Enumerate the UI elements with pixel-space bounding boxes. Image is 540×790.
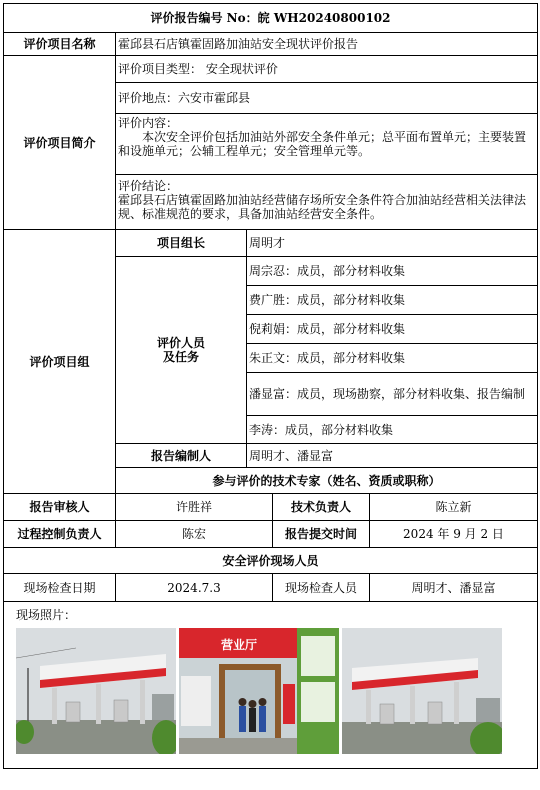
- project-conclusion: [116, 175, 538, 230]
- project-content: [116, 114, 538, 175]
- content-text: 本次安全评价包括加油站外部安全条件单元；总平面布置单元；主要装置和设施单元；公辅工程单元；安全管理单元等。: [118, 130, 527, 158]
- reviewer-label: 报告审核人: [4, 494, 116, 521]
- leader-value: 周明才: [247, 230, 538, 257]
- project-name-value: 霍邱县石店镇霍固路加油站安全现状评价报告: [116, 33, 538, 56]
- canopy-image-2: [342, 628, 502, 754]
- conclusion-label: 评价结论：: [118, 179, 179, 193]
- members-label: 评价人员 及任务: [116, 257, 247, 444]
- site-photo-station-canopy: [16, 628, 176, 754]
- project-location: 评价地点：六安市霍邱县: [116, 83, 538, 114]
- site-photos-cell: [4, 602, 538, 769]
- site-staff-label: 现场检查人员: [273, 574, 370, 602]
- team-label: 评价项目组: [4, 230, 116, 494]
- photos-label: 现场照片：: [16, 608, 77, 622]
- report-number: 评价报告编号 No：皖 WH20240800102: [4, 4, 538, 33]
- content-label: 评价内容：: [118, 116, 179, 130]
- tech-label: 技术负责人: [273, 494, 370, 521]
- project-type: 评价项目类型： 安全现状评价: [116, 56, 538, 83]
- experts-title: 参与评价的技术专家（姓名、资质或职称）: [116, 468, 538, 494]
- submit-label: 报告提交时间: [273, 521, 370, 548]
- canopy-image: [16, 628, 176, 754]
- process-label: 过程控制负责人: [4, 521, 116, 548]
- site-photo-station-canopy-2: [342, 628, 502, 754]
- photo-strip: [4, 628, 537, 754]
- leader-label: 项目组长: [116, 230, 247, 257]
- reviewer-value: 许胜祥: [116, 494, 273, 521]
- member-row: 费广胜：成员，部分材料收集: [247, 286, 538, 315]
- process-value: 陈宏: [116, 521, 273, 548]
- member-row: 朱正文：成员，部分材料收集: [247, 344, 538, 373]
- ground: [16, 720, 176, 754]
- tech-value: 陈立新: [370, 494, 538, 521]
- member-row: 倪莉娟：成员，部分材料收集: [247, 315, 538, 344]
- editor-label: 报告编制人: [116, 444, 247, 468]
- evaluation-report-table: [3, 3, 538, 769]
- site-title: 安全评价现场人员: [4, 548, 538, 574]
- member-row: 周宗忍：成员，部分材料收集: [247, 257, 538, 286]
- conclusion-text: 霍邱县石店镇霍固路加油站经营储存场所安全条件符合加油站经营相关法律法规、标准规范的要求，具备加油站经营安全条件。: [118, 193, 527, 221]
- editor-value: 周明才、潘显富: [247, 444, 538, 468]
- shop-sign-text: 营业厅: [220, 638, 258, 652]
- member-row: 李涛：成员，部分材料收集: [247, 416, 538, 444]
- project-name-label: 评价项目名称: [4, 33, 116, 56]
- member-row: 潘显富：成员，现场勘察，部分材料收集、报告编制: [247, 373, 538, 416]
- site-photo-shop-entrance: [179, 628, 339, 754]
- site-date-label: 现场检查日期: [4, 574, 116, 602]
- project-intro-label: 评价项目简介: [4, 56, 116, 230]
- site-staff-value: 周明才、潘显富: [370, 574, 538, 602]
- submit-value: 2024 年 9 月 2 日: [370, 521, 538, 548]
- site-date-value: 2024.7.3: [116, 574, 273, 602]
- shop-image: [179, 628, 339, 754]
